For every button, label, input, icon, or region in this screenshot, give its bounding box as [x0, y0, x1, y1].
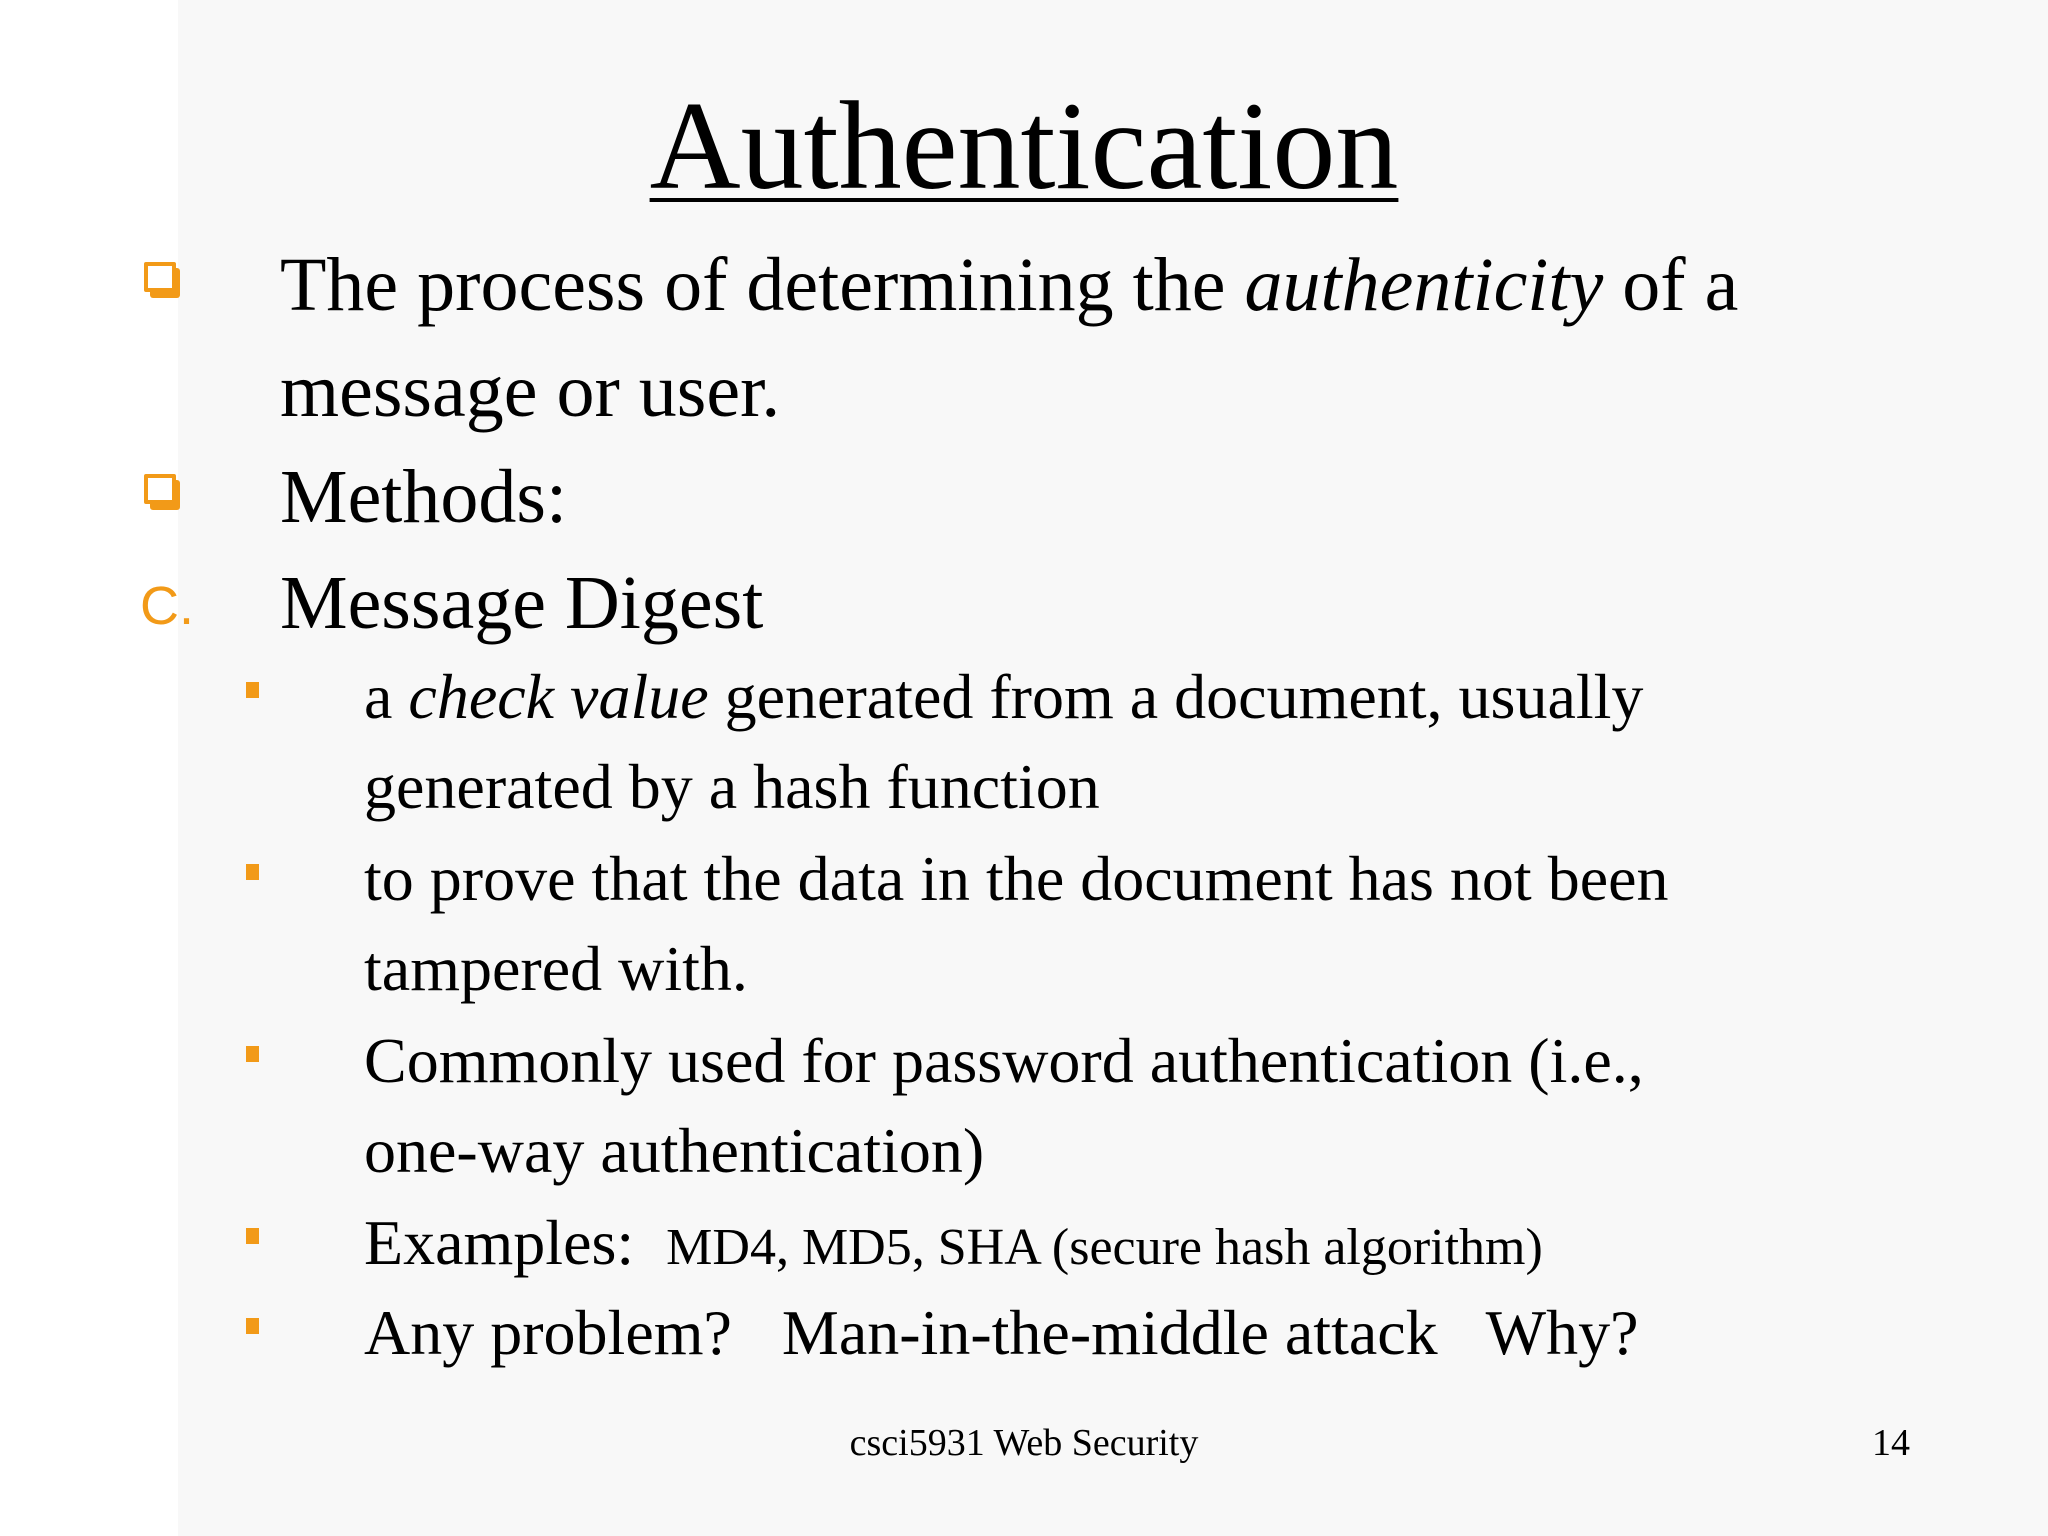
square-bullet-icon: [246, 1228, 259, 1244]
tamper-proof-line2: tampered with.: [364, 933, 748, 1004]
box-bullet-icon: [144, 474, 178, 506]
sub-point-tamper-proof: [246, 834, 1946, 1014]
sub-point-password-auth: [246, 1016, 1946, 1196]
examples-label: Examples:: [364, 1207, 635, 1278]
footer-course-name: csci5931 Web Security: [849, 1422, 1199, 1464]
check-value-before: a: [364, 661, 409, 732]
square-bullet-icon: [246, 682, 259, 698]
methods-text: Methods:: [280, 455, 568, 539]
square-bullet-icon: [246, 1318, 259, 1334]
check-value-line2: generated by a hash function: [364, 751, 1100, 822]
sub-point-examples: [246, 1198, 1946, 1293]
bullet-point-methods: [140, 444, 1920, 550]
box-bullet-icon: [144, 262, 178, 294]
sub-point-problem: [246, 1288, 1946, 1378]
password-auth-line2: one-way authentication): [364, 1115, 985, 1186]
definition-text-before: The process of determining the: [280, 243, 1245, 327]
problem-why: Why?: [1485, 1297, 1639, 1368]
square-bullet-icon: [246, 864, 259, 880]
definition-emphasis: authenticity: [1244, 243, 1604, 327]
definition-text-line2: message or user.: [280, 349, 781, 433]
tamper-proof-line1: to prove that the data in the document has not been: [364, 843, 1669, 914]
problem-question: Any problem?: [364, 1297, 732, 1368]
slide-title: Authentication: [649, 77, 1399, 216]
examples-values: MD4, MD5, SHA (secure hash algorithm): [666, 1219, 1543, 1276]
password-auth-line1: Commonly used for password authentication (i.e.,: [364, 1025, 1644, 1096]
check-value-emphasis: check value: [408, 661, 709, 732]
message-digest-text: Message Digest: [280, 561, 764, 645]
bullet-point-definition: [140, 232, 1920, 444]
check-value-after: generated from a document, usually: [708, 661, 1644, 732]
problem-answer: Man-in-the-middle attack: [781, 1297, 1438, 1368]
letter-bullet-marker: C.: [140, 576, 194, 636]
square-bullet-icon: [246, 1046, 259, 1062]
definition-text-after: of a: [1603, 243, 1739, 327]
footer-page-number: 14: [1872, 1422, 1910, 1464]
bullet-point-message-digest: [140, 550, 1920, 656]
sub-point-check-value: [246, 652, 1946, 832]
